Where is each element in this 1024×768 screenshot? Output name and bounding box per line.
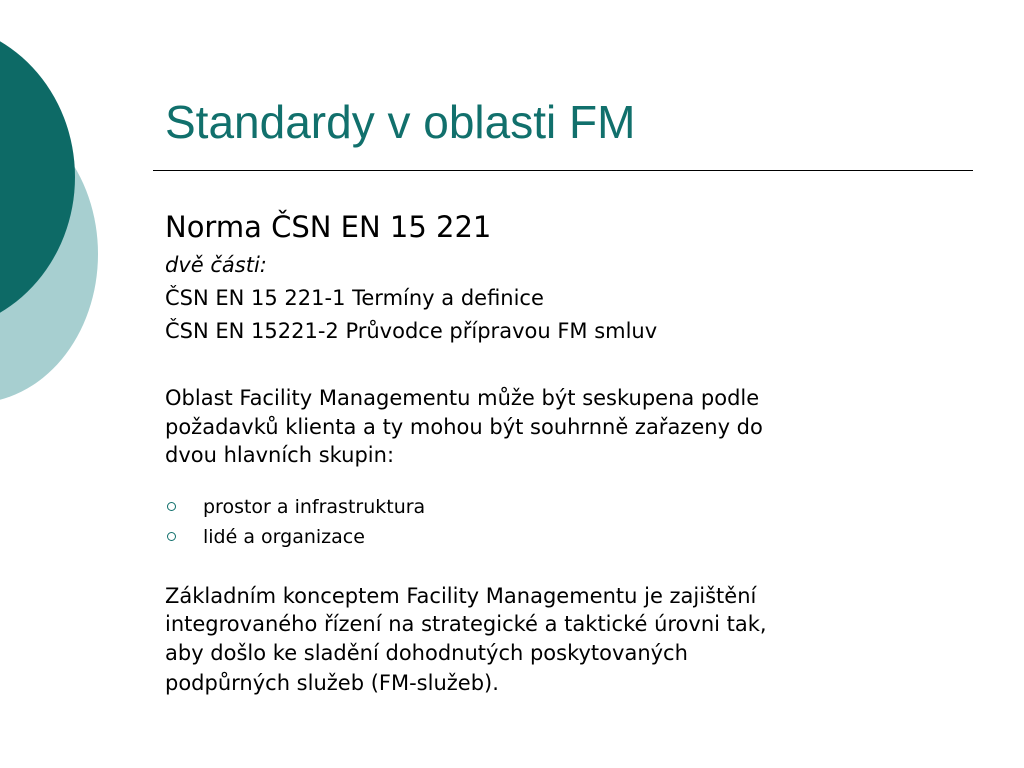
paragraph-line: integrovaného řízení na strategické a taktické úrovni tak, bbox=[165, 612, 767, 636]
list-item-label: lidé a organizace bbox=[203, 525, 365, 548]
part-item: ČSN EN 15221-2 Průvodce přípravou FM smluv bbox=[165, 319, 658, 343]
parts-label: dvě části: bbox=[165, 253, 267, 277]
paragraph-line: aby došlo ke sladění dohodnutých poskytovaných bbox=[165, 640, 688, 665]
paragraph-line: podpůrných služeb (FM-služeb). bbox=[165, 671, 499, 695]
list-item-label: prostor a infrastruktura bbox=[203, 495, 426, 518]
paragraph-line: požadavků klienta a ty mohou být souhrnně zařazeny do bbox=[165, 414, 763, 439]
paragraph-fm-groups bbox=[165, 384, 975, 470]
hollow-circle-bullet-icon bbox=[167, 532, 176, 541]
standard-heading: Norma ČSN EN 15 221 bbox=[165, 210, 492, 244]
list-item bbox=[165, 492, 975, 522]
hollow-circle-bullet-icon bbox=[167, 502, 176, 511]
paragraph-line: Základním konceptem Facility Managementu je zajištění bbox=[165, 583, 757, 608]
slide-title: Standardy v oblasti FM bbox=[165, 96, 636, 148]
paragraph-line: dvou hlavních skupin: bbox=[165, 443, 395, 467]
paragraph-fm-concept bbox=[165, 582, 975, 700]
part-item: ČSN EN 15 221-1 Termíny a definice bbox=[165, 286, 544, 310]
group-list bbox=[165, 492, 975, 552]
paragraph-line: Oblast Facility Managementu může být seskupena podle bbox=[165, 386, 760, 410]
slide-content bbox=[165, 205, 975, 699]
list-item bbox=[165, 522, 975, 552]
title-divider bbox=[153, 170, 973, 171]
